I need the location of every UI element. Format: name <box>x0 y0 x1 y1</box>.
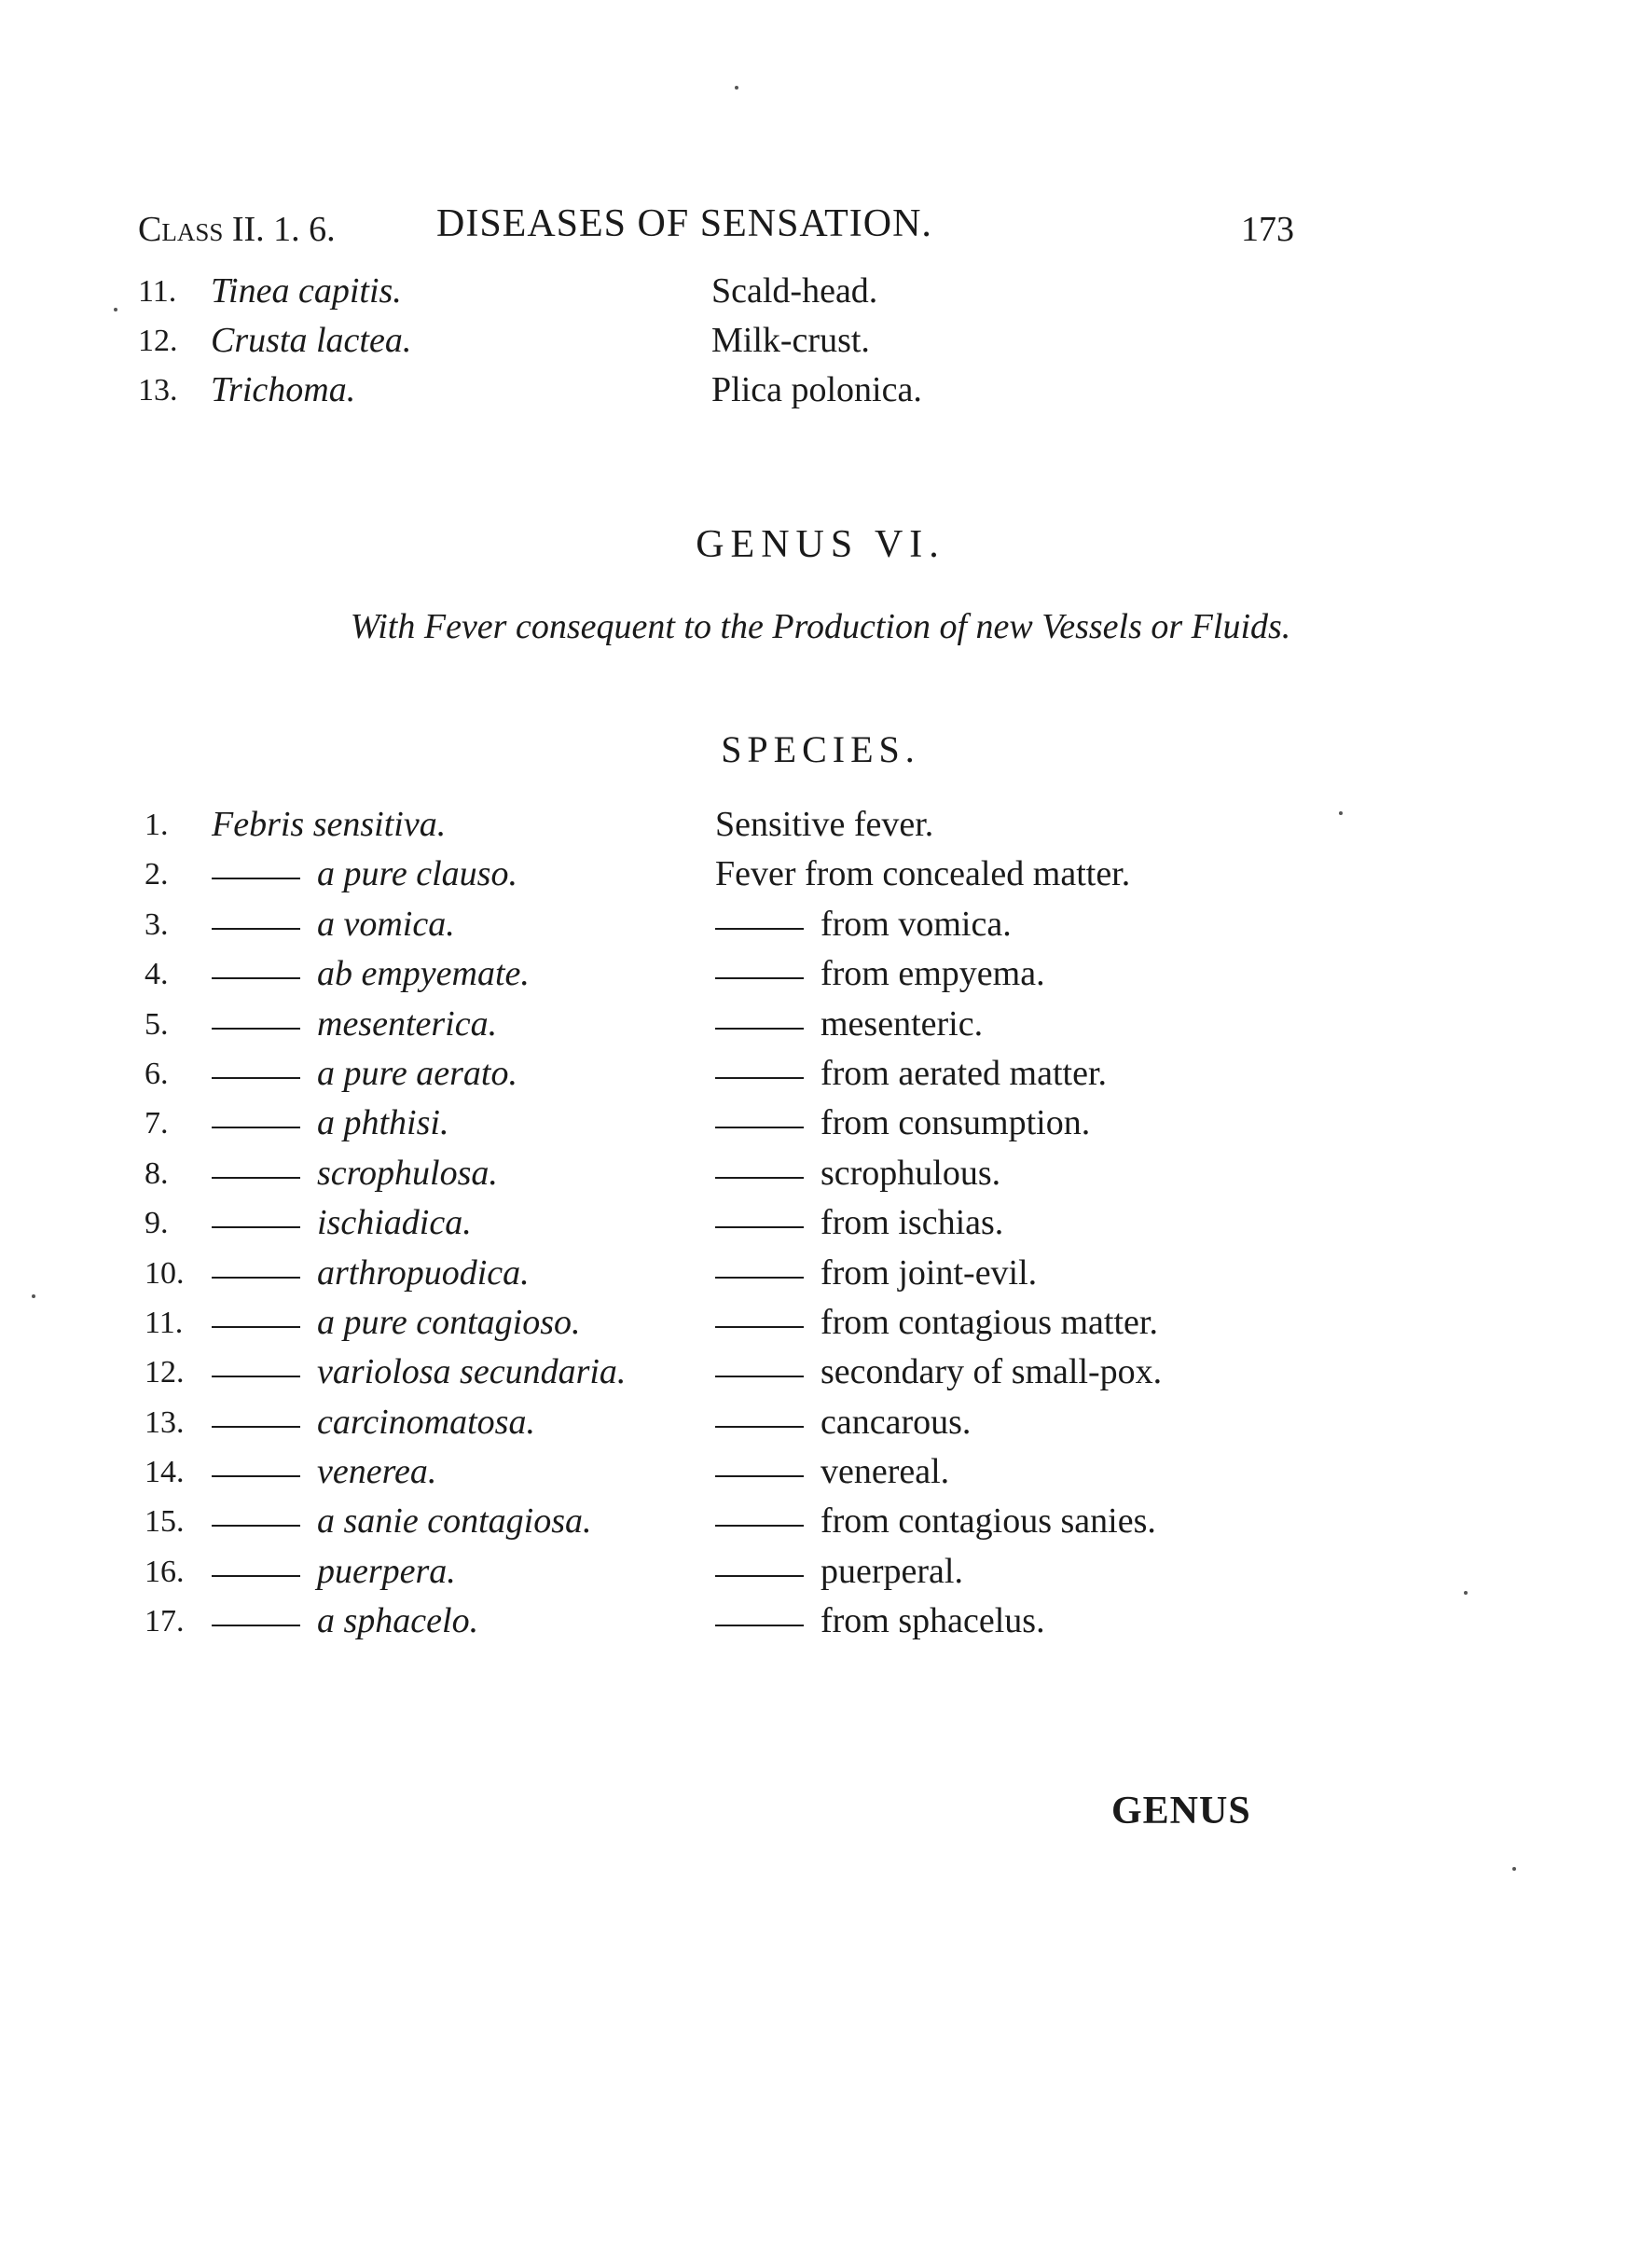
item-number: 11. <box>138 274 177 309</box>
species-heading: SPECIES. <box>721 728 920 770</box>
english-name: from ischias. <box>820 1203 1004 1243</box>
latin-name: venerea. <box>317 1452 437 1492</box>
latin-name: ischiadica. <box>317 1203 472 1243</box>
ditto-dash <box>212 1426 300 1428</box>
ditto-dash <box>212 1575 300 1577</box>
species-row <box>145 1600 1263 1650</box>
english-name: puerperal. <box>820 1551 963 1591</box>
latin-name: a pure contagioso. <box>317 1302 581 1342</box>
english-name: Fever from concealed matter. <box>715 854 1131 894</box>
species-row <box>145 1102 1263 1152</box>
english-name: from aerated matter. <box>820 1053 1108 1093</box>
ditto-dash <box>715 1277 804 1279</box>
latin-name: Crusta lactea. <box>211 321 412 360</box>
genus-subtitle: With Fever consequent to the Production of new Vessels or Fluids. <box>350 607 1291 646</box>
print-speck <box>32 1294 35 1298</box>
running-title: DISEASES OF SENSATION. <box>436 202 932 245</box>
english-name: from contagious matter. <box>820 1302 1158 1342</box>
latin-name: Trichoma. <box>211 370 356 409</box>
english-name: from contagious sanies. <box>820 1501 1156 1542</box>
ditto-dash <box>715 1525 804 1527</box>
species-number: 17. <box>145 1604 185 1639</box>
species-number: 14. <box>145 1455 185 1490</box>
ditto-dash <box>212 1326 300 1328</box>
ditto-dash <box>212 1376 300 1377</box>
print-speck <box>1339 811 1343 815</box>
list-item <box>138 369 1257 419</box>
previous-species-list <box>138 270 1257 419</box>
species-row <box>145 1351 1263 1401</box>
species-row <box>145 1302 1263 1351</box>
latin-name: Febris sensitiva. <box>212 805 447 844</box>
english-name: secondary of small-pox. <box>820 1352 1163 1392</box>
species-row <box>145 1451 1263 1500</box>
latin-name: a sphacelo. <box>317 1601 479 1641</box>
ditto-dash <box>715 928 804 930</box>
species-number: 15. <box>145 1504 185 1540</box>
ditto-dash <box>715 977 804 979</box>
ditto-dash <box>715 1625 804 1626</box>
species-number: 13. <box>145 1404 185 1440</box>
species-number: 11. <box>145 1305 184 1340</box>
english-name: Sensitive fever. <box>715 805 934 844</box>
species-number: 9. <box>145 1206 169 1241</box>
latin-name: a pure clauso. <box>317 854 517 894</box>
species-number: 7. <box>145 1106 169 1141</box>
english-name: Plica polonica. <box>711 370 922 409</box>
species-row <box>145 1153 1263 1202</box>
species-number: 1. <box>145 808 169 842</box>
print-speck <box>735 86 738 90</box>
ditto-dash <box>212 1625 300 1626</box>
species-row <box>145 1551 1263 1600</box>
latin-name: arthropuodica. <box>317 1252 530 1293</box>
latin-name: mesenterica. <box>317 1003 498 1044</box>
ditto-dash <box>715 1028 804 1030</box>
species-list <box>145 804 1263 1651</box>
ditto-dash <box>212 1475 300 1477</box>
ditto-dash <box>715 1475 804 1477</box>
species-number: 8. <box>145 1155 169 1191</box>
english-name: from sphacelus. <box>820 1601 1045 1641</box>
english-name: venereal. <box>820 1452 950 1492</box>
species-number: 6. <box>145 1056 169 1091</box>
item-number: 12. <box>138 324 178 358</box>
ditto-dash <box>212 878 300 879</box>
english-name: Milk-crust. <box>711 321 870 360</box>
latin-name: a vomica. <box>317 904 455 944</box>
species-number: 5. <box>145 1006 169 1042</box>
ditto-dash <box>715 1426 804 1428</box>
ditto-dash <box>212 1525 300 1527</box>
species-row <box>145 804 1263 853</box>
ditto-dash <box>715 1177 804 1179</box>
english-name: from vomica. <box>820 904 1012 944</box>
species-number: 4. <box>145 957 169 992</box>
print-speck <box>114 308 117 311</box>
english-name: mesenteric. <box>820 1003 984 1044</box>
ditto-dash <box>212 1127 300 1128</box>
running-header <box>138 198 1294 254</box>
latin-name: puerpera. <box>317 1551 456 1591</box>
latin-name: ab empyemate. <box>317 954 530 994</box>
latin-name: a phthisi. <box>317 1103 449 1143</box>
species-row <box>145 1003 1263 1053</box>
species-row <box>145 904 1263 953</box>
ditto-dash <box>212 1226 300 1228</box>
item-number: 13. <box>138 373 178 408</box>
ditto-dash <box>715 1226 804 1228</box>
print-speck <box>1464 1591 1468 1595</box>
english-name: scrophulous. <box>820 1153 1001 1193</box>
ditto-dash <box>212 1177 300 1179</box>
ditto-dash <box>715 1376 804 1377</box>
print-speck <box>1512 1867 1516 1871</box>
species-row <box>145 1202 1263 1252</box>
species-number: 3. <box>145 906 169 942</box>
latin-name: a pure aerato. <box>317 1053 517 1093</box>
page-number: 173 <box>1241 210 1294 249</box>
genus-heading: GENUS VI. <box>696 523 945 566</box>
species-row <box>145 1053 1263 1102</box>
latin-name: variolosa secundaria. <box>317 1352 627 1392</box>
species-row <box>145 953 1263 1003</box>
ditto-dash <box>212 1277 300 1279</box>
ditto-dash <box>715 1077 804 1079</box>
english-name: cancarous. <box>820 1402 972 1442</box>
ditto-dash <box>212 1077 300 1079</box>
ditto-dash <box>212 977 300 979</box>
english-name: from consumption. <box>820 1103 1091 1143</box>
catchword: GENUS <box>1111 1790 1251 1832</box>
species-row <box>145 1252 1263 1302</box>
species-row <box>145 853 1263 903</box>
ditto-dash <box>212 1028 300 1030</box>
list-item <box>138 270 1257 320</box>
species-number: 12. <box>145 1355 185 1390</box>
english-name: from joint-evil. <box>820 1252 1038 1293</box>
latin-name: Tinea capitis. <box>211 271 402 311</box>
species-row <box>145 1402 1263 1451</box>
species-number: 16. <box>145 1554 185 1589</box>
latin-name: scrophulosa. <box>317 1153 498 1193</box>
species-number: 2. <box>145 857 169 892</box>
ditto-dash <box>212 928 300 930</box>
species-row <box>145 1500 1263 1550</box>
list-item <box>138 320 1257 369</box>
english-name: from empyema. <box>820 954 1045 994</box>
latin-name: carcinomatosa. <box>317 1402 535 1442</box>
class-reference: Class II. 1. 6. <box>138 210 336 249</box>
ditto-dash <box>715 1326 804 1328</box>
latin-name: a sanie contagiosa. <box>317 1501 592 1542</box>
species-number: 10. <box>145 1255 185 1291</box>
ditto-dash <box>715 1575 804 1577</box>
english-name: Scald-head. <box>711 271 878 311</box>
ditto-dash <box>715 1127 804 1128</box>
